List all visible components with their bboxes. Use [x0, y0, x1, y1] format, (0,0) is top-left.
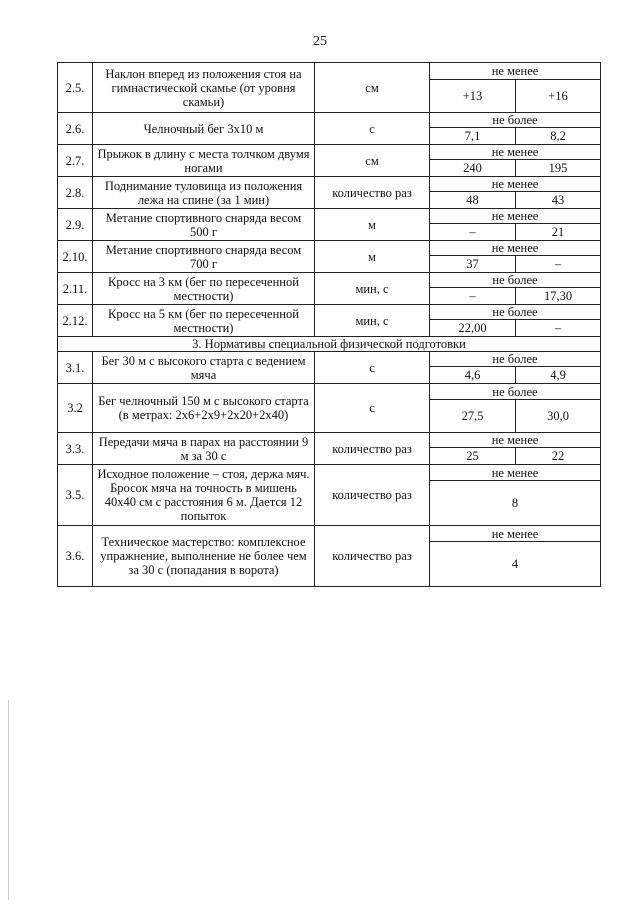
value-1: – [430, 288, 516, 305]
exercise-name: Исходное положение – стоя, держа мяч. Бросок мяча на точность в мишень 40х40 см с расстояния 6 м. Дается 12 попыток [93, 465, 315, 526]
unit: м [315, 241, 430, 273]
unit: м [315, 209, 430, 241]
exercise-name: Кросс на 3 км (бег по пересеченной местности) [93, 273, 315, 305]
row-number: 3.5. [58, 465, 93, 526]
row-number: 2.10. [58, 241, 93, 273]
section-title: 3. Нормативы специальной физической подготовки [58, 337, 601, 352]
value-2: 195 [516, 160, 601, 177]
unit: количество раз [315, 526, 430, 587]
row-number: 2.6. [58, 113, 93, 145]
value-2: – [516, 320, 601, 337]
condition: не более [430, 384, 601, 400]
table-row [58, 465, 601, 481]
row-number: 2.7. [58, 145, 93, 177]
row-number: 2.12. [58, 305, 93, 337]
value-2: 17,30 [516, 288, 601, 305]
value-2: 4,9 [516, 367, 601, 384]
value-1: 22,00 [430, 320, 516, 337]
condition: не менее [430, 433, 601, 448]
exercise-name: Прыжок в длину с места толчком двумя ногами [93, 145, 315, 177]
row-number: 2.9. [58, 209, 93, 241]
condition: не менее [430, 177, 601, 192]
value-1: 25 [430, 448, 516, 465]
value-2: 22 [516, 448, 601, 465]
table-row [58, 113, 601, 128]
table-row [58, 352, 601, 367]
table-row [58, 384, 601, 400]
exercise-name: Поднимание туловища из положения лежа на спине (за 1 мин) [93, 177, 315, 209]
condition: не более [430, 113, 601, 128]
row-number: 3.6. [58, 526, 93, 587]
exercise-name: Челночный бег 3х10 м [93, 113, 315, 145]
unit: см [315, 63, 430, 113]
value-1: +13 [430, 80, 516, 113]
norms-table [57, 62, 601, 587]
exercise-name: Передачи мяча в парах на расстоянии 9 м за 30 с [93, 433, 315, 465]
condition: не более [430, 352, 601, 367]
value-2: – [516, 256, 601, 273]
value-2: +16 [516, 80, 601, 113]
table-row [58, 63, 601, 80]
condition: не менее [430, 145, 601, 160]
value-1: – [430, 224, 516, 241]
row-number: 3.1. [58, 352, 93, 384]
unit: количество раз [315, 177, 430, 209]
table-row [58, 305, 601, 320]
table-row [58, 209, 601, 224]
table-row [58, 177, 601, 192]
condition: не менее [430, 465, 601, 481]
unit: количество раз [315, 433, 430, 465]
row-number: 2.5. [58, 63, 93, 113]
exercise-name: Метание спортивного снаряда весом 700 г [93, 241, 315, 273]
value-1: 4,6 [430, 367, 516, 384]
unit: см [315, 145, 430, 177]
unit: с [315, 384, 430, 433]
page-edge-line [8, 700, 9, 900]
exercise-name: Бег челночный 150 м с высокого старта (в метрах: 2х6+2х9+2х20+2х40) [93, 384, 315, 433]
condition: не менее [430, 526, 601, 542]
value-1: 240 [430, 160, 516, 177]
value-1: 48 [430, 192, 516, 209]
unit: количество раз [315, 465, 430, 526]
condition: не более [430, 305, 601, 320]
unit: мин, с [315, 273, 430, 305]
page-number: 25 [313, 34, 327, 49]
row-number: 2.11. [58, 273, 93, 305]
value-1: 7,1 [430, 128, 516, 145]
value-2: 21 [516, 224, 601, 241]
row-number: 3.3. [58, 433, 93, 465]
value-2: 8,2 [516, 128, 601, 145]
value: 4 [430, 542, 601, 587]
exercise-name: Наклон вперед из положения стоя на гимнастической скамье (от уровня скамьи) [93, 63, 315, 113]
table-row [58, 433, 601, 448]
condition: не менее [430, 241, 601, 256]
section-heading-row [58, 337, 601, 352]
unit: с [315, 113, 430, 145]
condition: не менее [430, 63, 601, 80]
table-row [58, 273, 601, 288]
condition: не более [430, 273, 601, 288]
table-row [58, 145, 601, 160]
row-number: 2.8. [58, 177, 93, 209]
value-1: 37 [430, 256, 516, 273]
value-2: 30,0 [516, 400, 601, 433]
unit: мин, с [315, 305, 430, 337]
condition: не менее [430, 209, 601, 224]
value: 8 [430, 481, 601, 526]
row-number: 3.2 [58, 384, 93, 433]
value-1: 27,5 [430, 400, 516, 433]
table-row [58, 526, 601, 542]
table-row [58, 241, 601, 256]
exercise-name: Метание спортивного снаряда весом 500 г [93, 209, 315, 241]
value-2: 43 [516, 192, 601, 209]
exercise-name: Кросс на 5 км (бег по пересеченной местности) [93, 305, 315, 337]
exercise-name: Бег 30 м с высокого старта с ведением мяча [93, 352, 315, 384]
unit: с [315, 352, 430, 384]
exercise-name: Техническое мастерство: комплексное упражнение, выполнение не более чем за 30 с (попадания в ворота) [93, 526, 315, 587]
